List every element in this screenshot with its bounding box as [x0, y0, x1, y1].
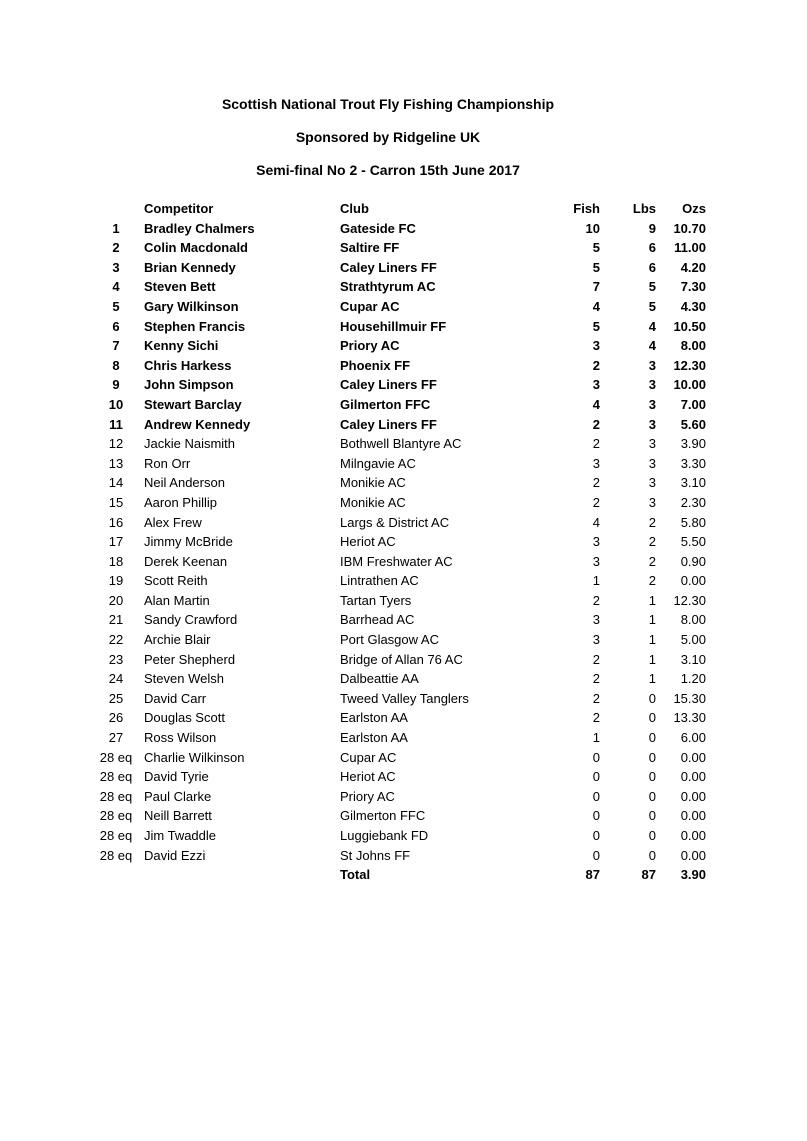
weight-lbs: 1 — [648, 592, 656, 608]
competitor-name: Douglas Scott — [144, 710, 225, 726]
club-name: Luggiebank FD — [340, 828, 429, 843]
fish-count: 5 — [592, 318, 600, 334]
weight-lbs: 6 — [648, 259, 656, 275]
weight-lbs: 3 — [648, 494, 656, 510]
club-name: Heriot AC — [340, 769, 396, 785]
fish-count: 3 — [592, 553, 600, 569]
table-row — [88, 728, 706, 748]
table-row — [88, 493, 706, 513]
weight-ozs: 3.10 — [680, 651, 706, 667]
weight-ozs: 2.30 — [680, 494, 706, 510]
fish-count: 2 — [592, 357, 600, 373]
competitor-name: Alex Frew — [144, 514, 202, 530]
fish-count: 4 — [592, 514, 600, 530]
position-cell: 28 eq — [99, 749, 133, 765]
weight-lbs: 0 — [648, 769, 656, 785]
competitor-name: David Carr — [144, 690, 207, 706]
fish-count: 0 — [592, 847, 600, 863]
club-name: Lintrathen AC — [340, 573, 419, 589]
weight-lbs: 1 — [648, 651, 656, 667]
position-cell: 20 — [108, 592, 124, 608]
table-row — [88, 826, 706, 846]
weight-lbs: 9 — [648, 220, 656, 236]
position-cell: 28 eq — [99, 769, 133, 785]
club-name: Househillmuir FF — [340, 318, 447, 334]
competitor-name: Aaron Phillip — [144, 494, 217, 510]
position-cell: 7 — [112, 338, 120, 354]
weight-ozs: 5.80 — [680, 514, 706, 530]
position-cell: 17 — [108, 534, 124, 550]
competitor-name: Sandy Crawford — [144, 612, 238, 628]
club-name: Dalbeattie AA — [340, 671, 419, 687]
table-row — [88, 630, 706, 650]
position-cell: 1 — [112, 220, 120, 236]
position-cell: 16 — [108, 514, 124, 530]
table-row — [88, 669, 706, 689]
fish-count: 0 — [592, 828, 600, 843]
weight-ozs: 0.00 — [680, 808, 706, 824]
table-row — [88, 513, 706, 533]
competitor-name: Jimmy McBride — [144, 534, 233, 550]
club-name: Port Glasgow AC — [340, 632, 439, 648]
table-row — [88, 258, 706, 278]
club-name: Milngavie AC — [340, 455, 416, 471]
table-row — [88, 846, 706, 866]
club-name: Tartan Tyers — [340, 592, 412, 608]
competitor-name: David Ezzi — [144, 847, 206, 863]
club-name: Phoenix FF — [340, 357, 411, 373]
competitor-name: Stephen Francis — [144, 318, 246, 334]
total-name-cell — [144, 865, 340, 885]
table-row — [88, 650, 706, 670]
table-row — [88, 787, 706, 807]
position-cell: 25 — [108, 690, 124, 706]
club-name: Largs & District AC — [340, 514, 450, 530]
weight-lbs: 5 — [648, 279, 656, 295]
fish-count: 7 — [592, 279, 600, 295]
total-ozs: 3.90 — [680, 867, 706, 883]
competitor-name: Kenny Sichi — [144, 338, 219, 354]
fish-count: 1 — [592, 730, 600, 746]
weight-ozs: 8.00 — [680, 612, 706, 628]
competitor-name: Neill Barrett — [144, 808, 212, 824]
weight-lbs: 1 — [648, 671, 656, 687]
fish-count: 2 — [592, 494, 600, 510]
fish-count: 4 — [592, 298, 600, 314]
weight-lbs: 3 — [648, 475, 656, 491]
weight-lbs: 3 — [648, 377, 656, 393]
table-row — [88, 552, 706, 572]
position-cell: 28 eq — [99, 828, 133, 843]
weight-lbs: 6 — [648, 240, 656, 256]
position-column-header — [88, 199, 144, 219]
club-name: Earlston AA — [340, 730, 408, 746]
position-cell: 15 — [108, 494, 124, 510]
fish-count: 3 — [592, 534, 600, 550]
club-name: Gilmerton FFC — [340, 808, 426, 824]
weight-ozs: 7.00 — [680, 396, 706, 412]
weight-ozs: 4.30 — [680, 298, 706, 314]
fish-count: 2 — [592, 436, 600, 452]
total-position-cell — [88, 865, 144, 885]
table-row — [88, 454, 706, 474]
fish-count: 2 — [592, 416, 600, 432]
weight-ozs: 0.00 — [680, 573, 706, 589]
fish-count: 2 — [592, 475, 600, 491]
competitor-name: Alan Martin — [144, 592, 210, 608]
weight-lbs: 1 — [648, 612, 656, 628]
club-name: IBM Freshwater AC — [340, 553, 453, 569]
weight-lbs: 0 — [648, 710, 656, 726]
weight-lbs: 2 — [648, 514, 656, 530]
position-cell: 4 — [112, 279, 120, 295]
fish-count: 0 — [592, 788, 600, 804]
weight-ozs: 0.00 — [680, 749, 706, 765]
weight-ozs: 11.00 — [674, 240, 706, 256]
competitor-name: Neil Anderson — [144, 475, 225, 491]
weight-lbs: 3 — [648, 455, 656, 471]
position-cell: 9 — [112, 377, 120, 393]
weight-lbs: 2 — [648, 553, 656, 569]
position-cell: 28 eq — [99, 788, 133, 804]
table-row — [88, 317, 706, 337]
ozs-column-header: Ozs — [682, 201, 706, 216]
table-row — [88, 297, 706, 317]
competitor-name: Chris Harkess — [144, 357, 232, 373]
club-name: Monikie AC — [340, 475, 406, 491]
weight-ozs: 5.00 — [680, 632, 706, 648]
weight-lbs: 0 — [648, 808, 656, 824]
competitor-name: Derek Keenan — [144, 553, 228, 569]
weight-lbs: 3 — [648, 357, 656, 373]
table-row — [88, 748, 706, 768]
weight-lbs: 3 — [648, 416, 656, 432]
fish-count: 2 — [592, 710, 600, 726]
table-row — [88, 356, 706, 376]
weight-lbs: 2 — [648, 573, 656, 589]
table-header-row — [88, 199, 706, 219]
weight-ozs: 10.70 — [673, 220, 706, 236]
club-name: Barrhead AC — [340, 612, 415, 628]
fish-count: 4 — [592, 396, 600, 412]
weight-ozs: 10.50 — [673, 318, 706, 334]
fish-count: 3 — [592, 455, 600, 471]
position-cell: 2 — [112, 240, 120, 256]
position-cell: 13 — [108, 455, 124, 471]
competitor-name: Ron Orr — [144, 455, 191, 471]
position-cell: 11 — [109, 416, 123, 432]
club-name: Caley Liners FF — [340, 259, 437, 275]
table-row — [88, 375, 706, 395]
weight-lbs: 4 — [648, 338, 656, 354]
fish-count: 5 — [592, 259, 600, 275]
fish-count: 5 — [592, 240, 600, 256]
position-cell: 18 — [108, 553, 124, 569]
competitor-name: Andrew Kennedy — [144, 416, 251, 432]
club-name: Saltire FF — [340, 240, 400, 256]
weight-lbs: 0 — [648, 788, 656, 804]
weight-lbs: 4 — [648, 318, 656, 334]
position-cell: 21 — [108, 612, 124, 628]
position-cell: 27 — [108, 730, 124, 746]
results-table — [88, 199, 706, 885]
club-column-header: Club — [340, 201, 369, 216]
position-cell: 26 — [108, 710, 124, 726]
position-cell: 6 — [112, 318, 120, 334]
total-fish: 87 — [585, 867, 600, 883]
club-name: Monikie AC — [340, 494, 406, 510]
weight-ozs: 12.30 — [673, 357, 706, 373]
fish-column-header: Fish — [573, 201, 600, 216]
competitor-name: Charlie Wilkinson — [144, 749, 245, 765]
position-cell: 10 — [108, 396, 124, 412]
weight-lbs: 5 — [648, 298, 656, 314]
fish-count: 2 — [592, 592, 600, 608]
weight-lbs: 0 — [648, 847, 656, 863]
position-cell: 24 — [108, 671, 124, 687]
results-body — [88, 219, 706, 866]
fish-count: 10 — [585, 220, 600, 236]
competitor-name: Ross Wilson — [144, 730, 217, 746]
competitor-name: David Tyrie — [144, 769, 209, 785]
weight-ozs: 0.00 — [680, 769, 706, 785]
table-row — [88, 806, 706, 826]
club-name: Heriot AC — [340, 534, 396, 550]
competitor-name: Bradley Chalmers — [144, 220, 255, 236]
position-cell: 23 — [108, 651, 124, 667]
competitor-name: Jim Twaddle — [144, 828, 217, 843]
table-row — [88, 571, 706, 591]
competitor-name: Scott Reith — [144, 573, 208, 589]
weight-ozs: 5.50 — [680, 534, 706, 550]
competitor-name: John Simpson — [144, 377, 234, 393]
club-name: Bothwell Blantyre AC — [340, 436, 462, 452]
table-row — [88, 395, 706, 415]
weight-ozs: 7.30 — [680, 279, 706, 295]
weight-lbs: 0 — [648, 828, 656, 843]
club-name: Priory AC — [340, 338, 400, 354]
weight-lbs: 0 — [648, 690, 656, 706]
championship-title: Scottish National Trout Fly Fishing Championship — [221, 96, 555, 112]
fish-count: 3 — [592, 377, 600, 393]
weight-ozs: 1.20 — [680, 671, 706, 687]
competitor-name: Archie Blair — [144, 632, 211, 648]
weight-ozs: 3.30 — [680, 455, 706, 471]
weight-ozs: 3.10 — [680, 475, 706, 491]
position-cell: 8 — [112, 357, 120, 373]
fish-count: 0 — [592, 749, 600, 765]
competitor-name: Gary Wilkinson — [144, 298, 239, 314]
position-cell: 19 — [108, 573, 124, 589]
club-name: Tweed Valley Tanglers — [340, 690, 469, 706]
table-row — [88, 591, 706, 611]
position-cell: 28 eq — [99, 808, 133, 824]
competitor-name: Jackie Naismith — [144, 436, 236, 452]
fish-count: 2 — [592, 671, 600, 687]
weight-ozs: 8.00 — [680, 338, 706, 354]
table-row — [88, 434, 706, 454]
weight-lbs: 0 — [648, 749, 656, 765]
club-name: Gateside FC — [340, 220, 416, 236]
weight-ozs: 5.60 — [680, 416, 706, 432]
fish-count: 3 — [592, 632, 600, 648]
lbs-column-header: Lbs — [632, 201, 656, 216]
competitor-column-header: Competitor — [144, 201, 214, 216]
total-row — [88, 865, 706, 885]
position-cell: 28 eq — [99, 847, 133, 863]
event-line: Semi-final No 2 - Carron 15th June 2017 — [256, 162, 520, 178]
competitor-name: Steven Bett — [144, 279, 216, 295]
club-name: Caley Liners FF — [340, 377, 437, 393]
table-row — [88, 219, 706, 239]
weight-lbs: 1 — [648, 632, 656, 648]
position-cell: 5 — [112, 298, 120, 314]
table-row — [88, 610, 706, 630]
position-cell: 22 — [108, 632, 124, 648]
table-row — [88, 689, 706, 709]
weight-ozs: 0.00 — [680, 847, 706, 863]
fish-count: 3 — [592, 338, 600, 354]
weight-lbs: 2 — [648, 534, 656, 550]
club-name: St Johns FF — [340, 847, 411, 863]
competitor-name: Steven Welsh — [144, 671, 224, 687]
weight-ozs: 15.30 — [673, 690, 706, 706]
fish-count: 2 — [592, 651, 600, 667]
table-row — [88, 415, 706, 435]
competitor-name: Peter Shepherd — [144, 651, 236, 667]
weight-ozs: 0.00 — [680, 788, 706, 804]
club-name: Caley Liners FF — [340, 416, 437, 432]
table-row — [88, 238, 706, 258]
club-name: Earlston AA — [340, 710, 408, 726]
total-lbs: 87 — [641, 867, 656, 883]
weight-ozs: 4.20 — [680, 259, 706, 275]
weight-ozs: 12.30 — [673, 592, 706, 608]
total-label: Total — [340, 867, 371, 883]
weight-lbs: 3 — [648, 396, 656, 412]
fish-count: 2 — [592, 690, 600, 706]
fish-count: 1 — [592, 573, 600, 589]
weight-lbs: 3 — [648, 436, 656, 452]
weight-lbs: 0 — [648, 730, 656, 746]
fish-count: 3 — [592, 612, 600, 628]
position-cell: 12 — [108, 436, 124, 452]
fish-count: 0 — [592, 769, 600, 785]
position-cell: 14 — [108, 475, 124, 491]
weight-ozs: 3.90 — [680, 436, 706, 452]
table-row — [88, 532, 706, 552]
competitor-name: Colin Macdonald — [144, 240, 248, 256]
weight-ozs: 10.00 — [673, 377, 706, 393]
club-name: Cupar AC — [340, 298, 400, 314]
table-row — [88, 336, 706, 356]
table-row — [88, 277, 706, 297]
club-name: Priory AC — [340, 788, 395, 804]
table-row — [88, 767, 706, 787]
weight-ozs: 6.00 — [680, 730, 706, 746]
club-name: Strathtyrum AC — [340, 279, 436, 295]
sponsor-line: Sponsored by Ridgeline UK — [295, 129, 481, 145]
position-cell: 3 — [112, 259, 120, 275]
competitor-name: Paul Clarke — [144, 788, 212, 804]
table-row — [88, 708, 706, 728]
table-row — [88, 473, 706, 493]
weight-ozs: 0.00 — [680, 828, 706, 843]
club-name: Bridge of Allan 76 AC — [340, 651, 463, 667]
weight-ozs: 13.30 — [673, 710, 706, 726]
competitor-name: Stewart Barclay — [144, 396, 242, 412]
competitor-name: Brian Kennedy — [144, 259, 236, 275]
document-header — [0, 94, 776, 193]
club-name: Gilmerton FFC — [340, 396, 431, 412]
weight-ozs: 0.90 — [680, 553, 706, 569]
club-name: Cupar AC — [340, 749, 397, 765]
fish-count: 0 — [592, 808, 600, 824]
